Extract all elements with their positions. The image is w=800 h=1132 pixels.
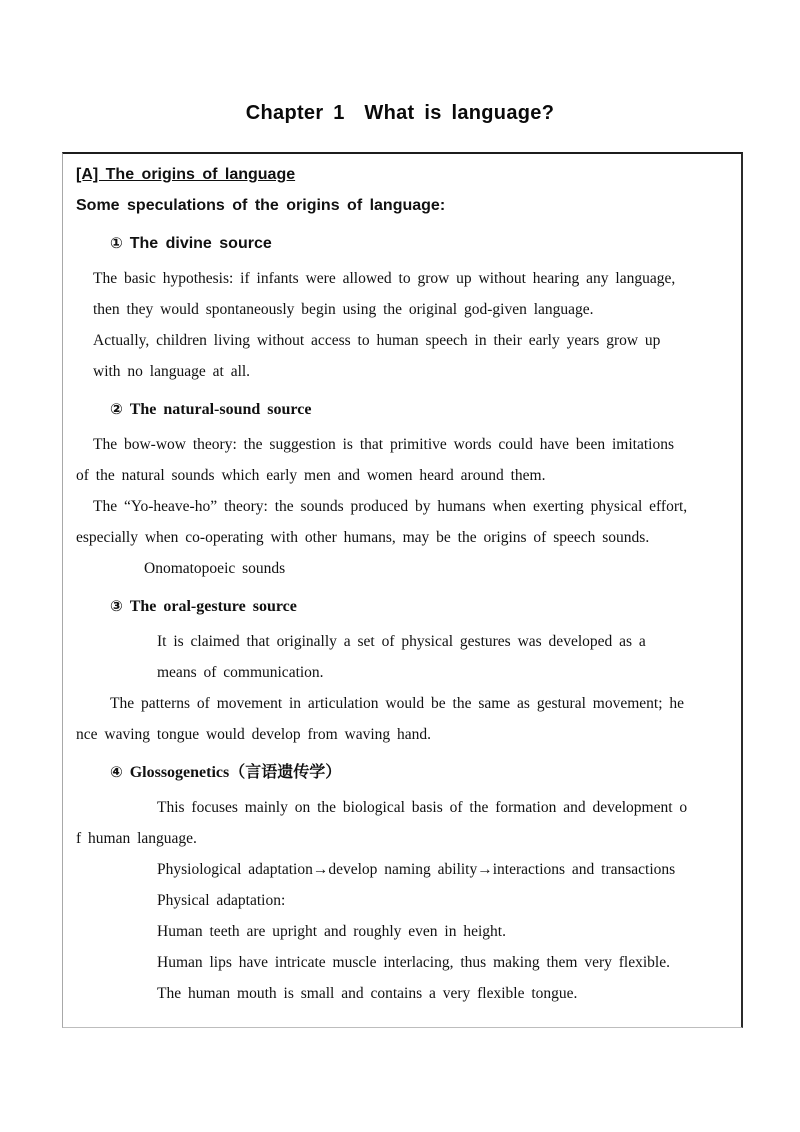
section-heading: [A] The origins of language <box>76 166 296 183</box>
text-line: f human language. <box>76 830 197 847</box>
content-box <box>62 152 743 1028</box>
text-line: with no language at all. <box>93 363 251 380</box>
text-line: Actually, children living without access to human speech in their early years grow up <box>93 332 661 349</box>
item-title: The divine source <box>129 235 272 252</box>
item-heading-divine-source <box>110 228 717 259</box>
item-title: The natural-sound source <box>129 401 312 418</box>
item-title: Glossogenetics（言语遗传学） <box>129 764 342 781</box>
text-line: of the natural sounds which early men and women heard around them. <box>76 467 546 484</box>
text-line: Onomatopoeic sounds <box>144 560 286 577</box>
circled-number-2: ② <box>110 400 123 418</box>
circled-number-3: ③ <box>110 597 123 615</box>
text-line: Physiological adaptation→develop naming ability→interactions and transactions <box>157 861 676 878</box>
item-title: The oral-gesture source <box>129 598 297 615</box>
text-line: The bow-wow theory: the suggestion is that primitive words could have been imitations <box>93 436 674 453</box>
text-line: especially when co-operating with other humans, may be the origins of speech sounds. <box>76 529 650 546</box>
text-line: then they would spontaneously begin using the original god-given language. <box>93 301 594 318</box>
text-line: Human lips have intricate muscle interlacing, thus making them very flexible. <box>157 954 670 971</box>
text-line: The “Yo-heave-ho” theory: the sounds produced by humans when exerting physical effort, <box>93 498 688 515</box>
page-title: Chapter 1 What is language? <box>245 102 555 124</box>
text-line: The human mouth is small and contains a very flexible tongue. <box>157 985 578 1002</box>
text-line: Human teeth are upright and roughly even in height. <box>157 923 506 940</box>
circled-number-1: ① <box>110 234 123 252</box>
item-heading-natural-sound-source <box>110 394 717 425</box>
section-intro: Some speculations of the origins of language: <box>76 197 446 214</box>
text-line: The patterns of movement in articulation would be the same as gestural movement; he <box>110 695 685 712</box>
text-line: The basic hypothesis: if infants were allowed to grow up without hearing any language, <box>93 270 676 287</box>
item-heading-glossogenetics <box>110 757 717 788</box>
text-line: means of communication. <box>157 664 324 681</box>
text-line: nce waving tongue would develop from waving hand. <box>76 726 432 743</box>
item-heading-oral-gesture-source <box>110 591 717 622</box>
text-line: It is claimed that originally a set of physical gestures was developed as a <box>157 633 646 650</box>
text-line: Physical adaptation: <box>157 892 286 909</box>
circled-number-4: ④ <box>110 763 123 781</box>
text-line: This focuses mainly on the biological basis of the formation and development o <box>157 799 688 816</box>
